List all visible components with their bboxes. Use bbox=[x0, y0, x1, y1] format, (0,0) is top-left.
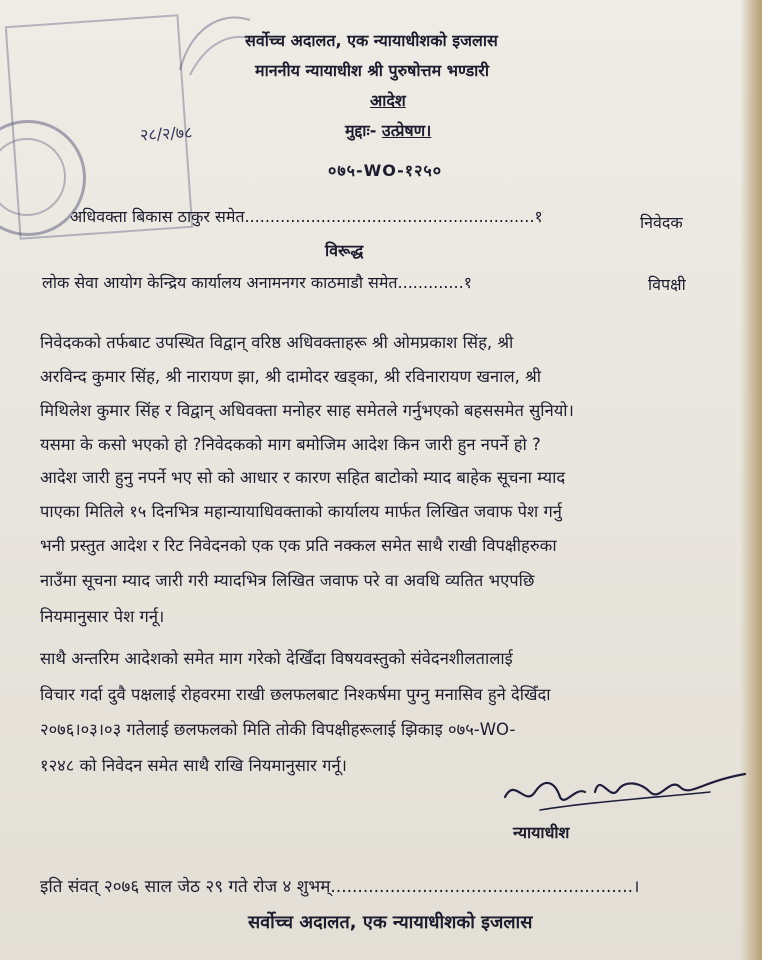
body-line: निवेदकको तर्फबाट उपस्थित विद्वान् वरिष्ठ अधिवक्ताहरू श्री ओमप्रकाश सिंह, श्री bbox=[40, 333, 514, 352]
respondent-role: विपक्षी bbox=[648, 275, 686, 294]
petitioner-role: निवेदक bbox=[640, 213, 683, 232]
body-line: नियमानुसार पेश गर्नू। bbox=[40, 607, 165, 626]
body-line: साथै अन्तरिम आदेशको समेत माग गरेको देखिँदा विषयवस्तुको संवेदनशीलतालाई bbox=[40, 649, 513, 668]
case-subject-value: उत्प्रेषण। bbox=[381, 121, 432, 140]
respondent-line: लोक सेवा आयोग केन्द्रिय कार्यालय अनामनगर काठमाडौ समेत.............१ bbox=[42, 273, 472, 292]
body-line: १२४८ को निवेदन समेत साथै राखि नियमानुसार गर्नू। bbox=[40, 756, 347, 775]
judge-heading: माननीय न्यायाधीश श्री पुरुषोत्तम भण्डारी bbox=[255, 61, 489, 80]
judge-signature bbox=[500, 762, 750, 822]
stamp-date: २८/२/७८ bbox=[139, 122, 193, 145]
body-line: पाएका मितिले १५ दिनभित्र महान्यायाधिवक्ताको कार्यालय मार्फत लिखित जवाफ पेश गर्नु bbox=[40, 502, 562, 521]
body-line: भनी प्रस्तुत आदेश र रिट निवेदनको एक एक प्रति नक्कल समेत साथै राखी विपक्षीहरुका bbox=[40, 536, 557, 555]
signature-label: न्यायाधीश bbox=[513, 823, 570, 842]
order-title: आदेश bbox=[370, 91, 406, 110]
body-line: २०७६।०३।०३ गतेलाई छलफलको मिति तोकी विपक्षीहरूलाई झिकाइ ०७५-WO- bbox=[40, 720, 516, 739]
case-number: ०७५-WO-१२५० bbox=[328, 161, 443, 180]
body-line: मिथिलेश कुमार सिंह र विद्वान् अधिवक्ता मनोहर साह समेतले गर्नुभएको बहससमेत सुनियो। bbox=[40, 401, 574, 420]
petitioner-line: अधिवक्ता बिकास ठाकुर समेत.........................................................१ bbox=[70, 207, 543, 226]
body-line: अरविन्द कुमार सिंह, श्री नारायण झा, श्री दामोदर खड्का, श्री रविनारायण खनाल, श्री bbox=[40, 367, 542, 386]
body-line: विचार गर्दा दुवै पक्षलाई रोहवरमा राखी छलफलबाट निश्कर्षमा पुग्नु मनासिव हुने देखिँदा bbox=[40, 685, 551, 704]
body-line: नाउँमा सूचना म्याद जारी गरी म्यादभित्र लिखित जवाफ परे वा अवधि व्यतित भएपछि bbox=[40, 571, 535, 590]
case-subject-prefix: मुद्दाः- bbox=[345, 121, 377, 140]
court-footer: सर्वोच्च अदालत, एक न्यायाधीशको इजलास bbox=[248, 912, 533, 933]
case-subject bbox=[345, 120, 431, 142]
date-line: इति संवत् २०७६ साल जेठ २९ गते रोज ४ शुभम्........................................................। bbox=[40, 877, 640, 897]
versus-label: विरूद्ध bbox=[325, 241, 364, 260]
body-line: आदेश जारी हुनु नपर्ने भए सो को आधार र कारण सहित बाटोको म्याद बाहेक सूचना म्याद bbox=[40, 468, 566, 487]
court-heading: सर्वोच्च अदालत, एक न्यायाधीशको इजलास bbox=[245, 31, 498, 50]
body-line: यसमा के कसो भएको हो ?निवेदकको माग बमोजिम आदेश किन जारी हुन नपर्ने हो ? bbox=[40, 435, 541, 454]
